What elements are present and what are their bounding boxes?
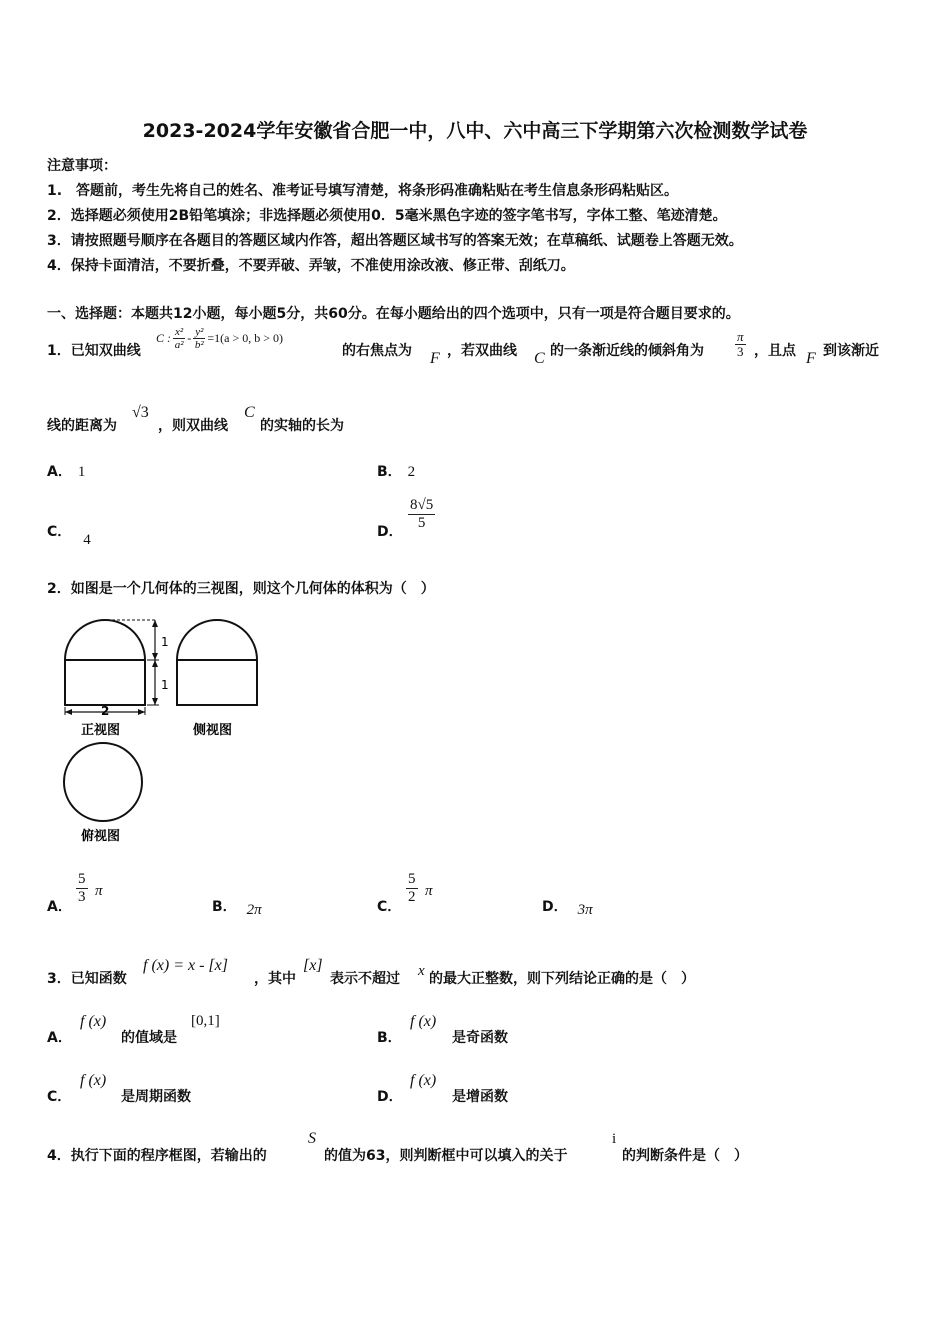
eq-frac-y: $\frac{\text{y²}}{\text{b²}}$ (194, 326, 204, 352)
q3-option-c[interactable]: C． (47, 1089, 72, 1105)
q1-equation (156, 326, 283, 351)
q3-function: f (x) = x - [x] (143, 957, 228, 974)
side-view-label: 侧视图 (193, 723, 233, 738)
q3-option-a-text: 的值域是 (121, 1030, 177, 1046)
q4-var-i: i (612, 1131, 617, 1147)
q2-text: 2．如图是一个几何体的三视图，则这个几何体的体积为（ ） (47, 581, 435, 597)
q2-option-a[interactable]: A． (47, 899, 72, 915)
q3-option-b[interactable]: B． (377, 1030, 402, 1046)
notice-heading: 注意事项： (47, 158, 117, 174)
dim-h1: 1 (161, 635, 169, 649)
var-c: C (534, 350, 545, 367)
q1-option-b[interactable]: B． 2 (377, 464, 416, 480)
top-view-label: 俯视图 (81, 829, 121, 844)
q1-text: 的右焦点为 (342, 343, 412, 359)
q1-text: 到该渐近 (823, 343, 879, 359)
eq-rest: =1(a > 0, b > 0) (207, 331, 283, 346)
q3-floor: [x] (303, 957, 323, 974)
q3-option-a-interval: [0,1] (191, 1013, 220, 1029)
front-view-label: 正视图 (81, 723, 121, 738)
q3-option-a[interactable]: A． (47, 1030, 72, 1046)
side-body (177, 660, 257, 705)
sqrt-three: √3 (132, 404, 149, 421)
q2-option-d[interactable]: D． 3π (542, 899, 593, 918)
var-f: F (430, 350, 440, 367)
section-heading: 一、选择题：本题共12小题，每小题5分，共60分。在每小题给出的四个选项中，只有一项是符合题目要求的。 (47, 306, 740, 322)
dim-h2: 1 (161, 678, 169, 692)
q1-option-d[interactable]: D． (377, 524, 403, 540)
notice-item: 2．选择题必须使用2B铅笔填涂；非选择题必须使用0．5毫米黑色字迹的签字笔书写，字体工整、笔迹清楚。 (47, 208, 727, 224)
front-body (65, 660, 145, 705)
q2-option-a-pi: π (95, 883, 103, 899)
q1-text: 线的距离为 (47, 418, 117, 434)
q3-option-b-f: f (x) (410, 1013, 437, 1030)
q1-text: ，若双曲线 (447, 343, 517, 359)
var-f: F (806, 350, 816, 367)
q3-text: 表示不超过 (330, 971, 400, 987)
page-title: 2023-2024学年安徽省合肥一中，八中、六中高三下学期第六次检测数学试卷 (142, 120, 808, 142)
var-c: C (244, 404, 255, 421)
q1-text: 的一条渐近线的倾斜角为 (550, 343, 704, 359)
q3-option-d[interactable]: D． (377, 1089, 403, 1105)
side-dome (177, 620, 257, 660)
q2-option-a-fraction: $\frac{5}{3}$ (78, 871, 86, 905)
eq-minus: - (187, 331, 192, 346)
q3-option-d-text: 是增函数 (452, 1089, 508, 1105)
q4-text: 的值为63，则判断框中可以填入的关于 (324, 1148, 568, 1164)
angle-fraction: $\frac{\pi}{3}$ (737, 329, 744, 360)
eq-frac-x: $\frac{\text{x²}}{\text{a²}}$ (174, 326, 184, 352)
q4-var-s: S (308, 1130, 316, 1147)
q3-var-x: x (418, 963, 425, 979)
q1-option-a[interactable]: A． 1 (47, 464, 86, 480)
q1-text: 的实轴的长为 (260, 418, 344, 434)
notice-item: 3．请按照题号顺序在各题目的答题区域内作答，超出答题区域书写的答案无效；在草稿纸、试题卷上答题无效。 (47, 233, 743, 249)
q1-text: ，且点 (754, 343, 796, 359)
q3-text: 的最大正整数，则下列结论正确的是（ ） (429, 971, 695, 987)
q1-text: 1．已知双曲线 (47, 343, 141, 359)
q3-option-c-text: 是周期函数 (121, 1089, 191, 1105)
q4-text: 4．执行下面的程序框图，若输出的 (47, 1148, 267, 1164)
q3-option-d-f: f (x) (410, 1072, 437, 1089)
q2-option-c[interactable]: C． (377, 899, 402, 915)
q1-option-d-fraction: $\frac{8√5}{5}$ (410, 497, 434, 531)
eq-c: C : (156, 331, 171, 346)
q2-option-c-pi: π (425, 883, 433, 899)
q4-text: 的判断条件是（ ） (622, 1148, 748, 1164)
dim-w: 2 (101, 704, 110, 718)
q3-text: ，其中 (254, 971, 296, 987)
q3-text: 3．已知函数 (47, 971, 127, 987)
top-view-circle (64, 743, 142, 821)
q1-text: ，则双曲线 (158, 418, 228, 434)
three-view-figure (55, 615, 275, 850)
q1-option-c[interactable]: C． 4 (47, 524, 91, 548)
q3-option-a-f: f (x) (80, 1013, 107, 1030)
notice-item: 1. 答题前，考生先将自己的姓名、准考证号填写清楚，将条形码准确粘贴在考生信息条形码粘贴区。 (47, 183, 679, 199)
q2-option-c-fraction: $\frac{5}{2}$ (408, 871, 416, 905)
notice-item: 4．保持卡面清洁，不要折叠，不要弄破、弄皱，不准使用涂改液、修正带、刮纸刀。 (47, 258, 575, 274)
q3-option-b-text: 是奇函数 (452, 1030, 508, 1046)
q3-option-c-f: f (x) (80, 1072, 107, 1089)
q2-option-b[interactable]: B． 2π (212, 899, 262, 918)
front-dome (65, 620, 145, 660)
